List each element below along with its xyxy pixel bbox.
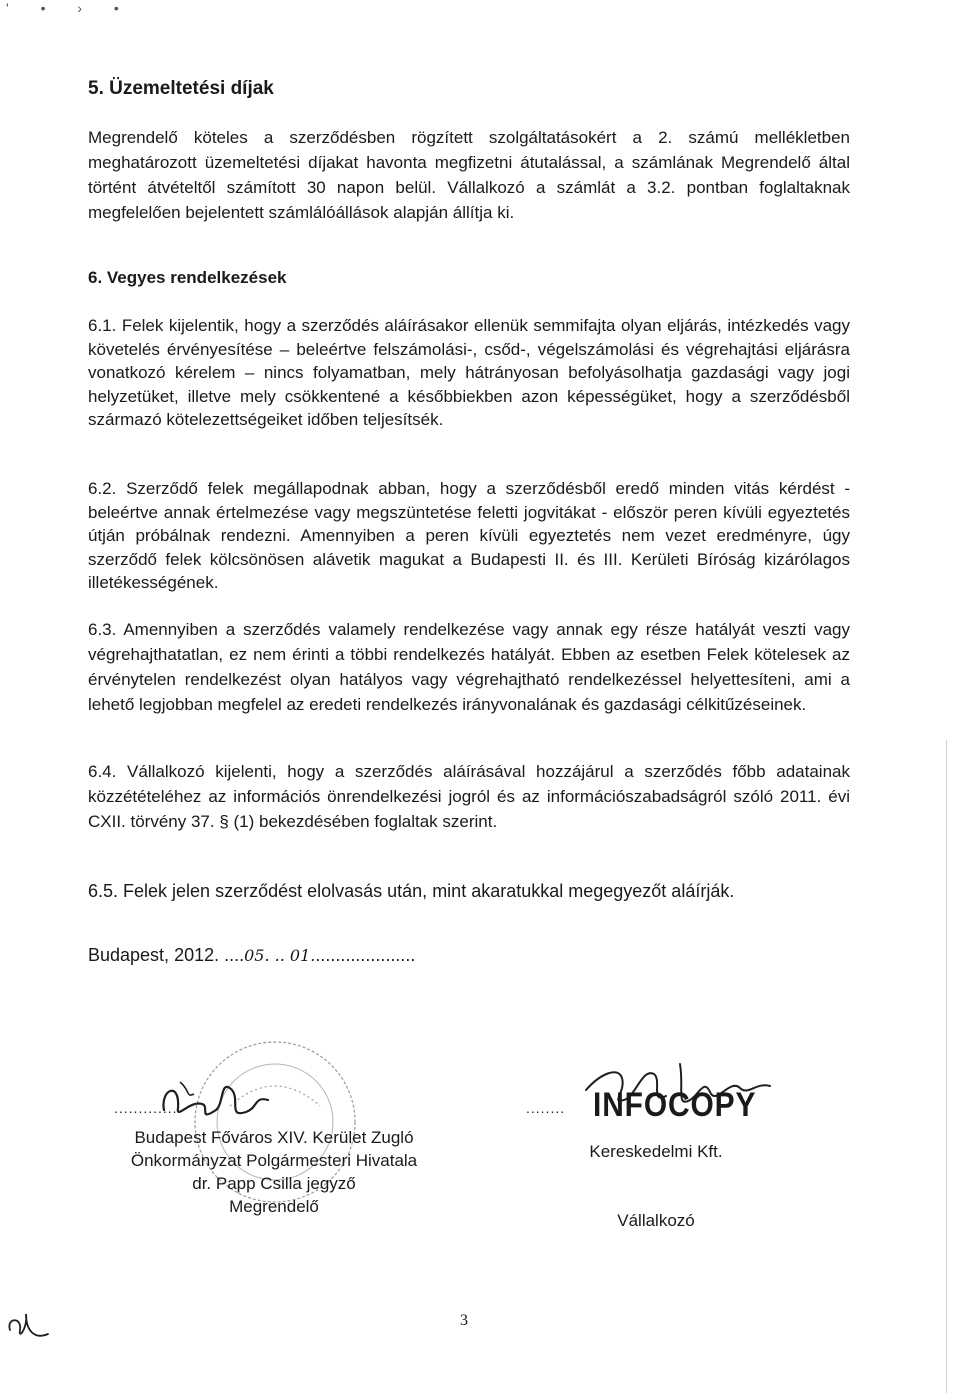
right-sig-line-1: Kereskedelmi Kft. [589,1142,723,1161]
handwritten-initial [4,1300,54,1350]
clause-6-5: 6.5. Felek jelen szerződést elolvasás után, mint akaratukkal megegyezőt aláírják. [88,881,735,901]
left-sig-line-2: Önkormányzat Polgármesteri Hivatala [130,1151,418,1170]
right-sig-line-2: Vállalkozó [617,1211,695,1230]
page-number: 3 [460,1312,468,1329]
section-5-paragraph: Megrendelő köteles a szerződésben rögzített szolgáltatásokért a 2. számú mellékletben meghatározott üzemeltetési díjakat havonta megfizetni átutalással, a számlának Megrendelő által történt átvételtől számított 30 napon belül. Vállalkozó a számlát a 3.2. pontban foglaltaknak megfelelően bejelentett számlálóállások alapján állítja ki. [88,128,850,222]
signature-line-left: .............. [114,1100,183,1116]
signature-line-right: ........ [526,1100,566,1116]
clause-6-4: 6.4. Vállalkozó kijelenti, hogy a szerződés aláírásával hozzájárul a szerződés főbb adatainak közzétételéhez az információs önrendelkezési jogról és az információszabadságról szóló 2011. évi CXII. törvény 37. § (1) bekezdésében foglaltak szerint. [88,762,850,831]
megrendelo-signature-block [96,1126,452,1218]
place-date-prefix: Budapest, 2012. .... [88,945,245,965]
left-sig-line-4: Megrendelő [229,1197,319,1216]
infocopy-logo: INFOCOPY [593,1086,757,1124]
section-5-heading: 5. Üzemeltetési díjak [88,78,274,99]
handwritten-date: 05. .. 01. [244,946,316,965]
place-date-suffix: .................... [315,945,416,965]
scan-corner-marks: ' • › • [6,0,133,16]
clause-6-1: 6.1. Felek kijelentik, hogy a szerződés aláírásakor ellenük semmifajta olyan eljárás, intézkedés vagy követelés érvényesítése – beleértve felszámolási-, csőd-, végelszámolási és végrehajtási eljárásra vonatkozó kérelem – nincs folyamatban, mely hátrányosan befolyásolhatja gazdasági vagy jogi helyzetüket, illetve mely csökkentené a későbbiekben azon képességüket, hogy a szerződésből származó kötelezettségeiket időben teljesítsék. [88,316,850,430]
scan-edge-line [946,740,947,1393]
place-and-date [88,945,415,966]
clause-6-3: 6.3. Amennyiben a szerződés valamely rendelkezése vagy annak egy része hatályát veszti vagy végrehajthatatlan, ez nem érinti a többi rendelkezés hatályát. Ebben az esetben Felek kötelesek az érvénytelen rendelkezést olyan hatályos vagy végrehajtható rendelkezéssel helyettesíteni, ami a lehető legjobban megfelel az eredeti rendelkezés irányvonalának és gazdasági célkitűzéseinek. [88,620,850,714]
section-6-heading: 6. Vegyes rendelkezések [88,268,287,287]
left-sig-line-3: dr. Papp Csilla jegyző [192,1174,356,1193]
clause-6-2: 6.2. Szerződő felek megállapodnak abban, hogy a szerződésből eredő minden vitás kérdést - beleértve annak értelmezése vagy megszüntetése feletti jogvitákat - először peren kívüli egyeztetés útján próbálnak rendezni. Amennyiben a peren kívüli egyeztetés nem vezet eredményre, úgy szerződő felek kölcsönösen alávetik magukat a Budapesti II. és III. Kerületi Bíróság kizárólagos illetékességének. [88,479,850,593]
left-sig-line-1: Budapest Főváros XIV. Kerület Zugló [134,1128,414,1147]
vallalkozo-signature-block [520,1140,792,1232]
